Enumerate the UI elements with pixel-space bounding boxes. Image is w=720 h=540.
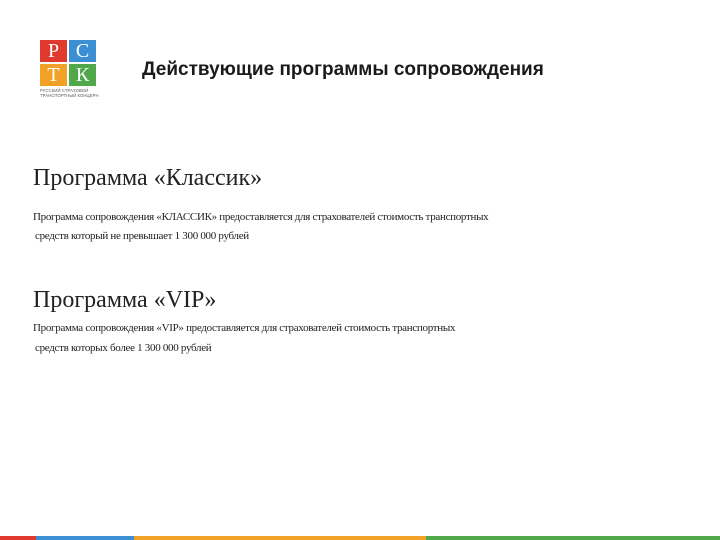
- footer-bar-red: [0, 536, 36, 540]
- logo-letter-s: С: [69, 40, 96, 62]
- logo-tagline: [40, 88, 98, 98]
- section-classic-heading: Программа «Классик»: [33, 165, 263, 191]
- logo-tagline-line-1: РУССКИЙ СТРАХОВОЙ: [40, 88, 89, 93]
- section-vip: [33, 287, 673, 358]
- section-vip-heading: Программа «VIP»: [33, 287, 217, 313]
- footer-bar-orange: [134, 536, 426, 540]
- page-title: Действующие программы сопровождения: [142, 59, 544, 80]
- section-classic-text-line-1: Программа сопровождения «КЛАССИК» предоставляется для страхователей стоимость транспортных: [33, 211, 489, 223]
- footer-color-bar: [0, 536, 720, 540]
- section-vip-text-line-1: Программа сопровождения «VIP» предоставляется для страхователей стоимость транспортных: [33, 322, 456, 334]
- section-classic-text-line-2: средств который не превышает 1 300 000 рублей: [35, 230, 249, 242]
- footer-bar-blue: [36, 536, 134, 540]
- company-logo: [40, 40, 99, 100]
- footer-bar-green: [426, 536, 720, 540]
- section-vip-text-line-2: средств которых более 1 300 000 рублей: [35, 342, 212, 354]
- logo-letter-k: К: [69, 64, 96, 86]
- logo-letter-r: Р: [40, 40, 67, 62]
- section-classic: [33, 165, 673, 246]
- logo-letter-t: Т: [40, 64, 67, 86]
- logo-tagline-line-2: ТРАНСПОРТНЫЙ КОНЦЕРН: [40, 93, 99, 98]
